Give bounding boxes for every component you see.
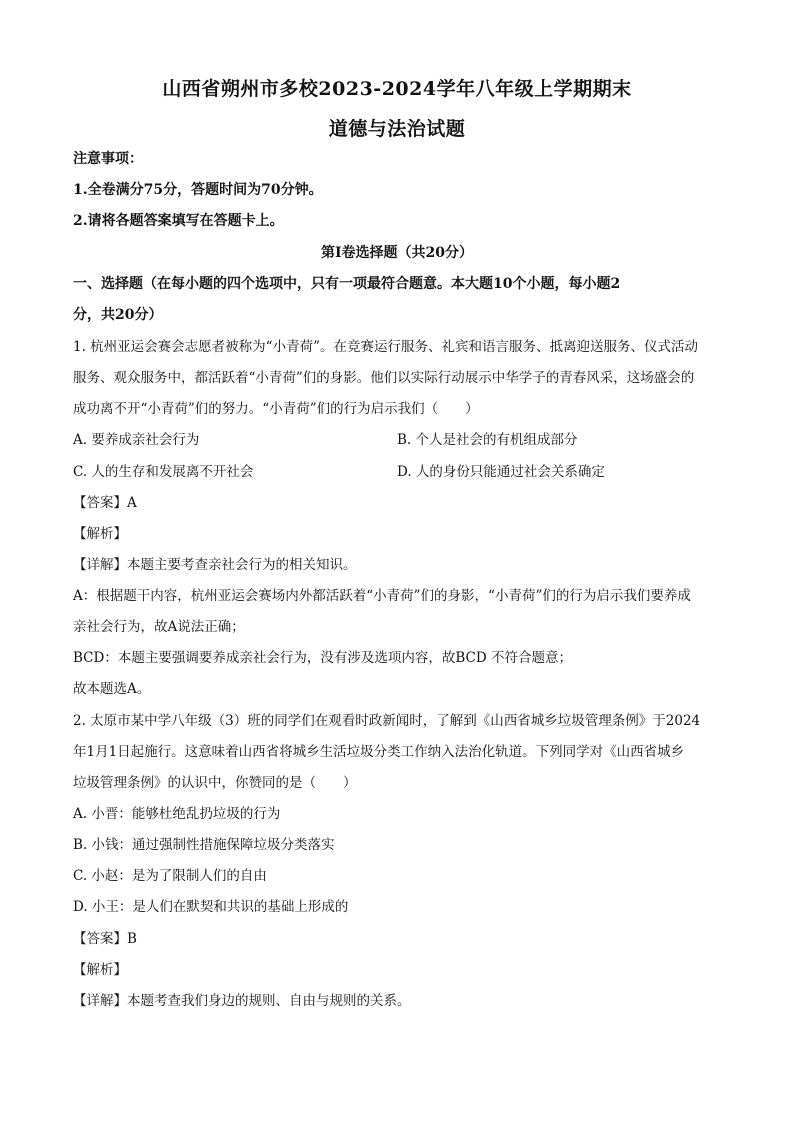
part-heading-cont: 分，共20分） — [73, 307, 163, 323]
q2-detail: 【详解】本题考查我们身边的规则、自由与规则的关系。 — [73, 993, 411, 1009]
q1-stem-line: 1. 杭州亚运会赛会志愿者被称为“小青荷”。在竞赛运行服务、礼宾和语言服务、抵离迎送服务、仪式活动 — [73, 339, 698, 355]
q1-option-a: A. 要养成亲社会行为 — [73, 432, 200, 448]
document-title: 山西省朔州市多校2023-2024学年八年级上学期期末 — [162, 78, 632, 100]
q2-stem-line: 年1月1日起施行。这意味着山西省将城乡生活垃圾分类工作纳入法治化轨道。下列同学对《山西省城乡 — [73, 744, 685, 760]
notice-heading: 注意事项： — [73, 151, 143, 167]
q1-answer: 【答案】A — [73, 495, 137, 511]
q1-option-b: B. 个人是社会的有机组成部分 — [397, 432, 578, 448]
notice-item: 1.全卷满分75分，答题时间为70分钟。 — [73, 182, 323, 198]
document-subtitle: 道德与法治试题 — [328, 118, 466, 140]
q1-analysis-label: 【解析】 — [73, 526, 127, 542]
notice-item: 2.请将各题答案填写在答题卡上。 — [73, 213, 284, 229]
q1-explain-line: A：根据题干内容，杭州亚运会赛场内外都活跃着“小青荷”们的身影，“小青荷”们的行为启示我们要养成 — [73, 588, 691, 604]
q1-stem-line: 成功离不开“小青荷”们的努力。“小青荷”们的行为启示我们（ ） — [73, 401, 479, 417]
q1-conclusion: 故本题选A。 — [73, 681, 151, 697]
q2-option-a: A. 小晋：能够杜绝乱扔垃圾的行为 — [73, 806, 281, 822]
q2-option-c: C. 小赵：是为了限制人们的自由 — [73, 868, 267, 884]
q2-option-d: D. 小王：是人们在默契和共识的基础上形成的 — [73, 899, 349, 915]
part-heading: 一、选择题（在每小题的四个选项中，只有一项最符合题意。本大题10个小题，每小题2 — [73, 276, 621, 292]
q2-option-b: B. 小钱：通过强制性措施保障垃圾分类落实 — [73, 837, 335, 853]
q1-stem-line: 服务、观众服务中，都活跃着“小青荷”们的身影。他们以实际行动展示中华学子的青春风采，这场盛会的 — [73, 370, 695, 386]
q1-detail: 【详解】本题主要考查亲社会行为的相关知识。 — [73, 557, 357, 573]
q1-explain-line: BCD：本题主要强调要养成亲社会行为，没有涉及选项内容，故BCD 不符合题意； — [73, 650, 572, 666]
q2-analysis-label: 【解析】 — [73, 962, 127, 978]
q2-stem-line: 2. 太原市某中学八年级（3）班的同学们在观看时政新闻时，了解到《山西省城乡垃圾管理条例》于2024 — [73, 713, 701, 729]
q2-stem-line: 垃圾管理条例》的认识中，你赞同的是（ ） — [73, 775, 357, 791]
q1-option-d: D. 人的身份只能通过社会关系确定 — [397, 464, 605, 480]
q2-answer: 【答案】B — [73, 931, 137, 947]
q1-explain-line: 亲社会行为，故A说法正确； — [73, 619, 245, 635]
q1-option-c: C. 人的生存和发展离不开社会 — [73, 464, 254, 480]
section-title: 第Ⅰ卷选择题（共20分） — [320, 245, 474, 261]
